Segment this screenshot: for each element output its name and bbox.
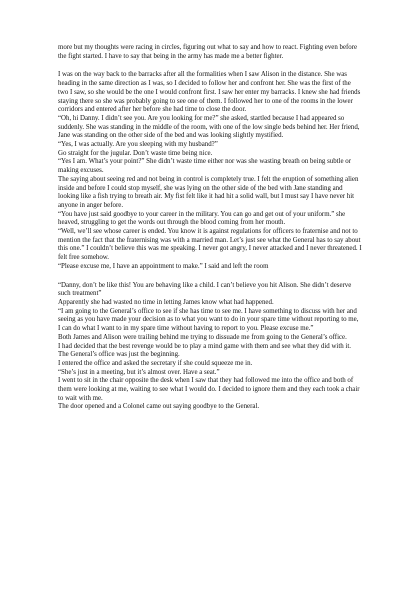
section-break	[58, 61, 362, 71]
paragraph: “I am going to the General’s office to see if she has time to see me. I have something to discuss with her and seeing as you have made your decision as to what you want to do in your spare time without reporting to me, I can do what I want to in my spare time without having to report to you. Please excuse me.”	[58, 307, 359, 333]
paragraph: more but my thoughts were racing in circles, figuring out what to say and how to react. Fighting even before the fight started. I have to say that being in the army has made me a better fighter.	[58, 44, 358, 60]
paragraph: “You have just said goodbye to your career in the military. You can go and get out of your uniform.” she heaved, struggling to get the words out through the blood coming from her mouth.	[58, 210, 346, 227]
paragraph: “Danny, don’t be like this! You are behaving like a child. I can’t believe you hit Alison. She didn’t deserve such treatment”	[58, 281, 352, 298]
paragraph: “Please excuse me, I have an appointment to make.” I said and left the room	[58, 262, 269, 270]
paragraph: The saying about seeing red and not being in control is completely true. I felt the eruption of something alien inside and before I could stop myself, she was lying on the other side of the bed with Jane standing and looking like a fish trying to breath air. My fist felt like it had hit a solid wall, but I must say I have never hit anyone in anger before.	[58, 175, 359, 209]
paragraph: “Yes I am. What’s your point?” She didn’t waste time either nor was she wasting breath on being subtle or making excuses.	[58, 158, 351, 175]
paragraph: I had decided that the best revenge would be to play a mind game with them and see what they did with it. The General’s office was just the beginning.	[58, 342, 351, 359]
paragraph: I entered the office and asked the secretary if she could squeeze me in.	[58, 359, 253, 367]
paragraph: Both James and Alison were trailing behind me trying to dissuade me from going to the General’s office.	[58, 333, 347, 341]
paragraph: Go straight for the jugular. Don’t waste time being nice.	[58, 149, 213, 157]
paragraph: “Yes, I was actually. Are you sleeping with my husband?”	[58, 141, 218, 149]
paragraph: Apparently she had wasted no time in letting James know what had happened.	[58, 298, 274, 306]
section-break	[58, 272, 362, 282]
paragraph: I was on the way back to the barracks after all the formalities when I saw Alison in the distance. She was heading in the same direction as I was, so I decided to follow her and confront her. She was the first of the two I saw, so she would be the one I would confront first. I saw her enter my barracks. I knew she had friends staying there so she was probably going to see one of them. I followed her to one of the rooms in the lower corridors and entered after her before she had time to close the door.	[58, 71, 361, 114]
paragraph: “She’s just in a meeting, but it’s almost over. Have a seat.”	[58, 368, 220, 376]
paragraph: The door opened and a Colonel came out saying goodbye to the General.	[58, 403, 260, 411]
paragraph: “Well, we’ll see whose career is ended. You know it is against regulations for officers to fraternise and not to mention the fact that the fraternising was with a married man. Let’s just see what the General has to say about this one.” I couldn’t believe this was me speaking. I never got angry, I never attacked and I never threatened. I felt free somehow.	[58, 228, 362, 262]
document-body	[58, 44, 362, 412]
paragraph: I went to sit in the chair opposite the desk when I saw that they had followed me into the office and both of them were looking at me, waiting to see what I would do. I decided to ignore them and they each took a chair to wait with me.	[58, 377, 360, 402]
paragraph: “Oh, hi Danny. I didn’t see you. Are you looking for me?” she asked, startled because I had appeared so suddenly. She was standing in the middle of the room, with one of the low single beds behind her. Her friend, Jane was standing on the other side of the bed and was looking slightly mystified.	[58, 114, 360, 140]
